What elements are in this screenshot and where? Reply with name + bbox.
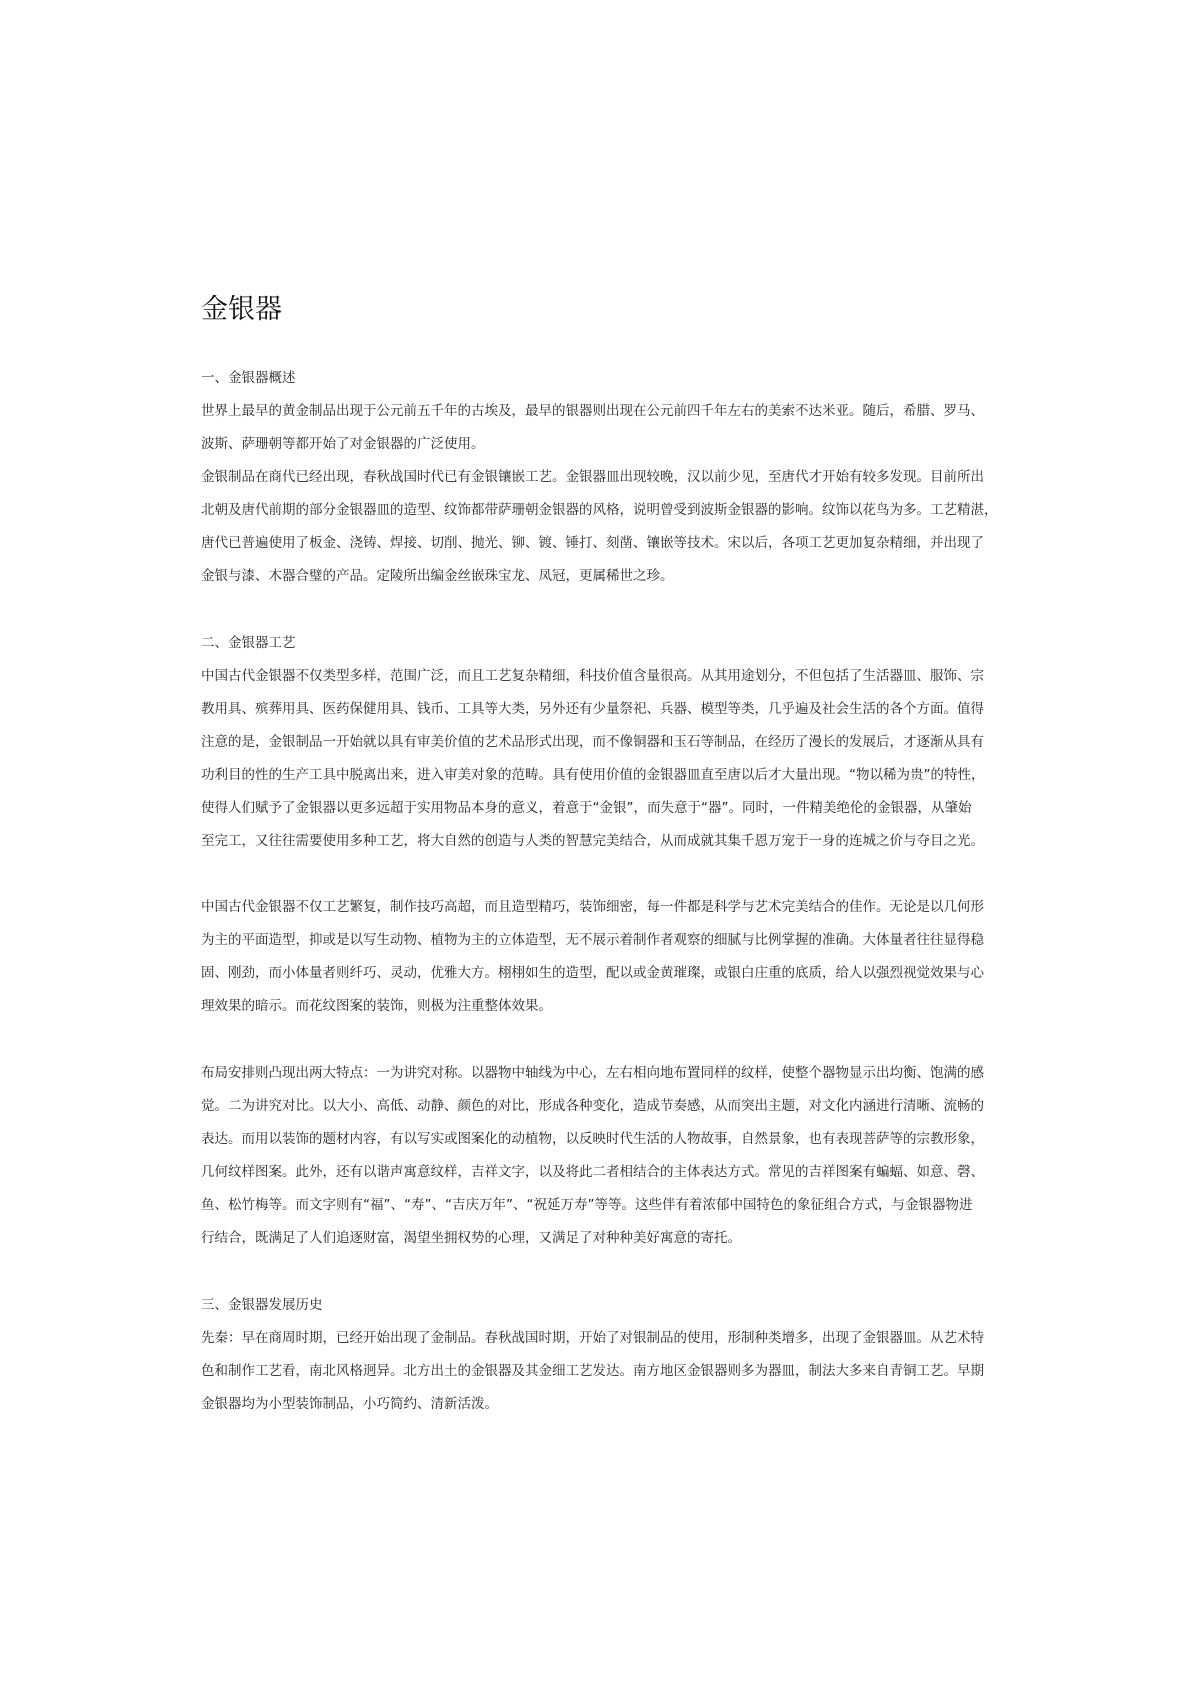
text-line: 中国古代金银器不仅工艺繁复，制作技巧高超，而且造型精巧，装饰细密，每一件都是科学与艺术完美结合的佳作。无论是以几何形 xyxy=(201,899,984,915)
paragraph-craft-2 xyxy=(201,891,1001,1023)
text-line: 理效果的暗示。而花纹图案的装饰，则极为注重整体效果。 xyxy=(201,998,552,1014)
text-line: 注意的是，金银制品一开始就以具有审美价值的艺术品形式出现，而不像铜器和玉石等制品，在经历了漫长的发展后，才逐渐从具有 xyxy=(201,734,984,750)
section-heading: 一、金银器概述 xyxy=(201,370,296,386)
document-title: 金银器 xyxy=(201,294,282,325)
text-line: 北朝及唐代前期的部分金银器皿的造型、纹饰都带萨珊朝金银器的风格，说明曾受到波斯金银器的影响。纹饰以花鸟为多。工艺精湛， xyxy=(201,502,998,518)
text-line: 金银与漆、木器合璧的产品。定陵所出编金丝嵌珠宝龙、凤冠，更属稀世之珍。 xyxy=(201,568,674,584)
text-line: 行结合，既满足了人们追逐财富，渴望坐拥权势的心理，又满足了对种种美好寓意的寄托。 xyxy=(201,1230,741,1246)
text-line: 固、刚劲，而小体量者则纤巧、灵动，优雅大方。栩栩如生的造型，配以或金黄璀璨，或银白庄重的底质，给人以强烈视觉效果与心 xyxy=(201,965,984,981)
text-line: 鱼、松竹梅等。而文字则有“福”、“寿”、“吉庆万年”、“祝延万寿”等等。这些伴有着浓郁中国特色的象征组合方式，与金银器物进 xyxy=(201,1197,973,1213)
section-history xyxy=(201,1289,1001,1421)
text-line: 色和制作工艺看，南北风格迥异。北方出土的金银器及其金细工艺发达。南方地区金银器则多为器皿，制法大多来自青铜工艺。早期 xyxy=(201,1363,984,1379)
paragraph-craft-3 xyxy=(201,1057,1001,1255)
text-line: 功利目的性的生产工具中脱离出来，进入审美对象的范畴。具有使用价值的金银器皿直至唐以后才大量出现。“物以稀为贵”的特性， xyxy=(201,767,985,783)
text-line: 先秦：早在商周时期，已经开始出现了金制品。春秋战国时期，开始了对银制品的使用，形制种类增多，出现了金银器皿。从艺术特 xyxy=(201,1330,984,1346)
section-craft xyxy=(201,627,1001,858)
text-line: 至完工，又往往需要使用多种工艺，将大自然的创造与人类的智慧完美结合，从而成就其集千恩万宠于一身的连城之价与夺目之光。 xyxy=(201,833,984,849)
section-heading: 二、金银器工艺 xyxy=(201,635,296,651)
text-line: 觉。二为讲究对比。以大小、高低、动静、颜色的对比，形成各种变化，造成节奏感，从而突出主题，对文化内涵进行清晰、流畅的 xyxy=(201,1098,984,1114)
text-line: 为主的平面造型，抑或是以写生动物、植物为主的立体造型，无不展示着制作者观察的细腻与比例掌握的准确。大体量者往往显得稳 xyxy=(201,932,984,948)
text-line: 教用具、殡葬用具、医药保健用具、钱币、工具等大类，另外还有少量祭祀、兵器、模型等类，几乎遍及社会生活的各个方面。值得 xyxy=(201,701,984,717)
text-line: 金银器均为小型装饰制品，小巧简约、清新活泼。 xyxy=(201,1396,498,1412)
text-line: 布局安排则凸现出两大特点：一为讲究对称。以器物中轴线为中心，左右相向地布置同样的纹样，使整个器物显示出均衡、饱满的感 xyxy=(201,1065,984,1081)
text-line: 世界上最早的黄金制品出现于公元前五千年的古埃及，最早的银器则出现在公元前四千年左右的美索不达米亚。随后，希腊、罗马、 xyxy=(201,403,984,419)
text-line: 使得人们赋予了金银器以更多远超于实用物品本身的意义，着意于“金银”，而失意于“器”。同时，一件精美绝伦的金银器，从肇始 xyxy=(201,800,972,816)
text-line: 几何纹样图案。此外，还有以谐声寓意纹样，吉祥文字，以及将此二者相结合的主体表达方式。常见的吉祥图案有蝙蝠、如意、磬、 xyxy=(201,1164,984,1180)
text-line: 表达。而用以装饰的题材内容，有以写实或图案化的动植物，以反映时代生活的人物故事，自然景象，也有表现菩萨等的宗教形象， xyxy=(201,1131,984,1147)
text-line: 唐代已普遍使用了板金、浇铸、焊接、切削、抛光、铆、镀、锤打、刻凿、镶嵌等技术。宋以后，各项工艺更加复杂精细，并出现了 xyxy=(201,535,984,551)
text-line: 波斯、萨珊朝等都开始了对金银器的广泛使用。 xyxy=(201,436,485,452)
section-overview xyxy=(201,362,1001,593)
section-heading: 三、金银器发展历史 xyxy=(201,1297,323,1313)
text-line: 金银制品在商代已经出现，春秋战国时代已有金银镶嵌工艺。金银器皿出现较晚，汉以前少见，至唐代才开始有较多发现。目前所出 xyxy=(201,469,984,485)
text-line: 中国古代金银器不仅类型多样，范围广泛，而且工艺复杂精细，科技价值含量很高。从其用途划分，不但包括了生活器皿、服饰、宗 xyxy=(201,668,984,684)
